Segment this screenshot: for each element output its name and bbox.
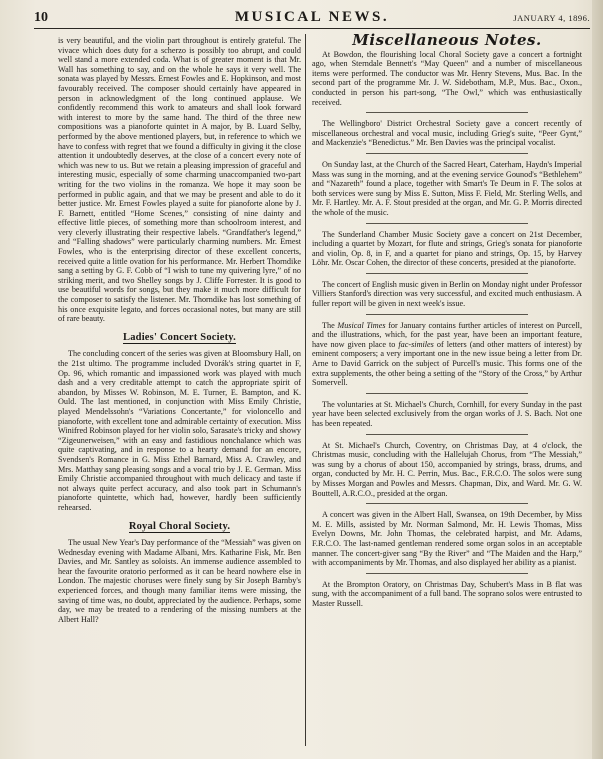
column-divider (305, 34, 306, 746)
note-separator (366, 153, 528, 154)
note-separator (366, 573, 528, 574)
page-edge (592, 0, 603, 759)
note-coventry: At St. Michael's Church, Coventry, on Christmas Day, at 4 o'clock, the Christmas music, concluding with the Hallelujah Chorus, from “The Messiah,” was sung by a chorus of about 150, accompanied by strings, brass, drums, and organ, conducted by Mr. H. C. Perrin, Mus. Bac., F.R.C.O. The solos were sung by Misses Morgan and Powles and Messrs. Chapman, Dix, and Ward. Mr. G. W. Bouttell, A.R.C.O., presided at the organ. (312, 440, 582, 498)
miscellaneous-notes-heading: Miscellaneous Notes. (352, 31, 542, 49)
note-berlin: The concert of English music given in Berlin on Monday night under Professor Villiers Stanford's direction was very successful, and excited much enthusiasm. A fuller report will be given in next week's issue. (312, 279, 582, 309)
royal-choral-heading-text: Royal Choral Society. (128, 520, 231, 532)
article-continuation: is very beautiful, and the violin part throughout is entirely grateful. The vivace which does duty for a scherzo is possibly too abrupt, and could well stand a more extended coda. What is of greater moment is that Mr. Wall has something to say, and on the whole he says it very well. The sonata was played by Messrs. Ernest Fowles and E. Hopkinson, and most favourably received. The composer should certainly have appeared in person in acknowledgment of the long continued applause. We confidently recommend this work to amateurs and shall look forward with interest to more by the same hand. The third of the three new compositions was a pianoforte quintet in A major, by B. Luard Selby, performed by the above mentioned players, but, in reference to which we have to confess with regret that we found a difficulty in giving it the close attention it undoubtedly deserves, at the close of a concert every note of which was new to us. But we retain a pleasing impression of graceful and interesting music, especially of some charming unaccompanied two-part writing for the two violins in the romanza. We hope it may soon be performed in public again, and that we may be present and able to do it better justice. Mr. Ernest Fowles played a suite for pianoforte alone by J. F. Barnett, entitled “Home Scenes,” consisting of nine dainty and effective little pieces, of something more than schoolroom interest, and very cleverly illustrating their respective labels. “Grandfather's legend,” and “Falling shadows” were particularly charming numbers. Mr. Ernest Fowles, who is the enterprising director of these excellent concerts, received quite a little ovation for his performance. Mr. Herbert Thorndike sang a setting by G. F. Cobb of “I wish to tune my quivering lyre,” of no striking merit, and two Shelley songs by J. Cliffe Forrester. It is good to use beautiful words for songs, but they make it much more difficult for the composer to satisfy the listener. Mr. Thorndike has lost something of his once exquisite legato, and forces occasional notes, but many are still of rare beauty. (58, 36, 301, 324)
note-caterham: On Sunday last, at the Church of the Sacred Heart, Caterham, Haydn's Imperial Mass was sung in the morning, and at the evening service Gounod's “Bethlehem” and “Nazareth” found a place, together with Smart's Te Deum in F. The solos at both services were sung by Miss E. Sutton, Miss F. Field, Mr. Sterling Wells, and Mr. F. Hartley. Mr. A. F. Stout presided at the organ, and Mr. G. P. Morris directed the whole of the music. (312, 159, 582, 217)
note-musical-times (312, 321, 582, 388)
note-brompton: At the Brompton Oratory, on Christmas Day, Schubert's Mass in B flat was sung, with the accompaniment of a full band. The soprano solos were entrusted to Master Russell. (312, 579, 582, 608)
royal-choral-paragraph: The usual New Year's Day performance of the “Messiah” was given on Wednesday evening with Madame Albani, Mrs. Katharine Fisk, Mr. Ben Davies, and Mr. Santley as soloists. An immense audience assembled to hear the favourite oratorio performed as it can be heard nowhere else in London. The majestic choruses were finely sung by Sir Joseph Barnby's experienced forces, and though many familiar items were missing, the saving of time was, no doubt, appreciated by the audience. Perhaps, some day, we may be treated to a rendering of the missing numbers at the Albert Hall? (58, 538, 301, 624)
ladies-concert-heading (58, 333, 301, 343)
issue-date: JANUARY 4, 1896. (513, 13, 590, 23)
note-separator (366, 273, 528, 274)
note-musical-times-b: for January contains further articles of interest on Purcell, and the illustrations, which, for the past year, have been an important feature, have now given place to (312, 320, 582, 349)
note-musical-times-c: of letters (and other matters of interest) by eminent composers; a very important one in the new issue being a letter from Dr. Arne to David Garrick on the subject of Purcell's music. This forms one of the extra supplements, the other being a setting of the “Story of the Cross,” by Arthur Somervell. (312, 339, 582, 388)
page-header (34, 8, 590, 29)
note-musical-times-a: The (322, 320, 338, 330)
right-column (312, 31, 582, 614)
note-sunderland: The Sunderland Chamber Music Society gave a concert on 21st December, including a quartet by Mozart, for flute and strings, Grieg's sonata for pianoforte and violin, Op. 8, in F, and a quartet for piano and strings, Op. 15, by Harvey Löhr. Mr. Oscar Cohen, the director of these concerts, presided at the pianoforte. (312, 229, 582, 268)
royal-choral-heading (58, 522, 301, 532)
ladies-concert-heading-text: Ladies' Concert Society. (123, 331, 236, 343)
note-separator (366, 393, 528, 394)
note-bowdon: At Bowdon, the flourishing local Choral Society gave a concert a fortnight ago, when Sterndale Bennett's “May Queen” and a number of miscellaneous items were performed. The conductor was Mr. Henry Stevens, Mus. Bac. In the second part of the programme Mr. J. W. Sidebotham, M.P., Mus. Bac., Oxon., conducted in person his part-song, “The Owl,” which was enthusiastically received. (312, 49, 582, 107)
left-column (58, 36, 301, 629)
musical-times-title: Musical Times (337, 320, 386, 330)
page-number: 10 (34, 10, 48, 25)
fac-similes-term: fac-similes (398, 339, 434, 349)
note-separator (366, 503, 528, 504)
note-separator (366, 112, 528, 113)
note-separator (366, 314, 528, 315)
masthead-title: MUSICAL NEWS. (234, 9, 390, 25)
note-separator (366, 223, 528, 224)
note-cornhill: The voluntaries at St. Michael's Church, Cornhill, for every Sunday in the past year have been selected exclusively from the organ works of J. S. Bach. Not one has been repeated. (312, 399, 582, 428)
ladies-concert-paragraph: The concluding concert of the series was given at Bloomsbury Hall, on the 21st ultimo. The programme included Dvorák's string quartet in F, Op. 96, which romantic and impassioned work was played with much dash and a very creditable attempt to catch the appropriate spirit of abandon, by Misses W. Robinson, M. E. Turner, E. Bampton, and K. Ould. The last mentioned, in conjunction with Miss Emily Christie, played Mendelssohn's “Variations Concertante,” for violoncello and pianoforte, with excellent tone and admirable certainty of execution. Miss Winifred Robinson played for her violin solo, Sarasate's tricky and showy “Zigeunerweisen,” with an easy and fastidious nonchalance which was quite captivating, and in response to a hearty demand for an encore, Svendsen's Romance in G. Miss Ethel Barnard, Miss A. Crawley, and Mrs. Matthay sang pleasing songs and a vocal trio by J. E. German. Miss Emily Christie accompanied throughout with much delicacy and taste if not always quite perfect accuracy, and also took part in Schumann's pianoforte quintette, which had, however, hardly been sufficiently rehearsed. (58, 349, 301, 512)
note-wellingboro: The Wellingboro' District Orchestral Society gave a concert recently of miscellaneous orchestral and vocal music, including Grieg's suite, “Peer Gynt,” and Mackenzie's “Benedictus.” Mr. Ben Davies was the principal vocalist. (312, 119, 582, 148)
note-separator (366, 434, 528, 435)
note-swansea: A concert was given in the Albert Hall, Swansea, on 19th December, by Miss M. E. Mills, assisted by Mr. Norman Salmond, Mr. H. Lewis Thomas, Miss Evelyn Downs, Mr. John Thomas, the celebrated harpist, and Mr. Adams, F.R.C.O. The last-named gentleman rendered some organ solos in an acceptable manner. The concert-giver sang “By the River” and “The Maiden and the Harp,” with accompaniments by Mr. Thomas, and also displayed her ability as a pianist. (312, 510, 582, 568)
